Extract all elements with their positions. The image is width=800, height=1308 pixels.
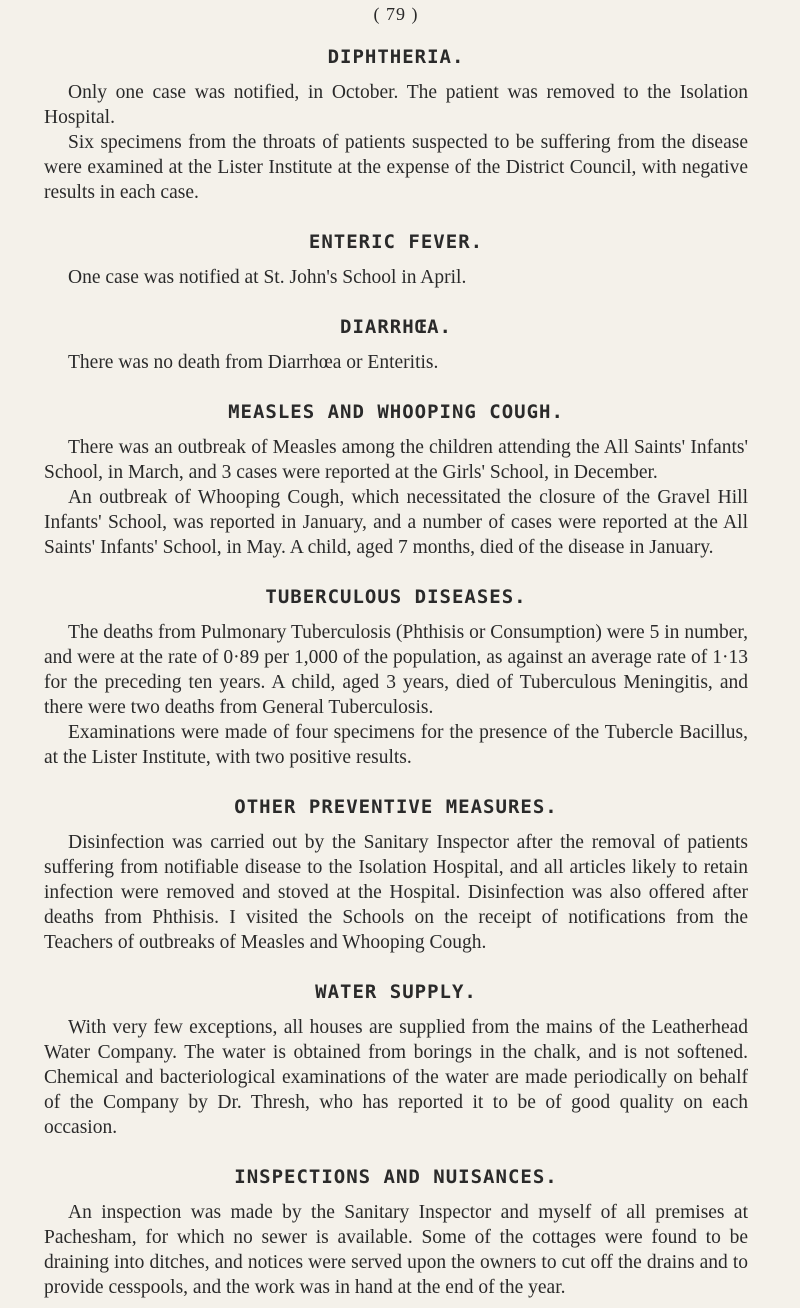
paragraph: The deaths from Pulmonary Tuberculosis (Phthisis or Consumption) were 5 in number, and were at the rate of 0·89 per 1,000 of the population, as against an average rate of 1·13 for the preceding ten years. A child, aged 3 years, died of Tuberculous Meningitis, and there were two deaths from General Tuberculosis. [44, 622, 748, 718]
paragraph: There was an outbreak of Measles among the children attending the All Saints' Infants' School, in March, and 3 cases were reported at the Girls' School, in December. [44, 437, 748, 483]
paragraph: Disinfection was carried out by the Sanitary Inspector after the removal of patients suffering from notifiable disease to the Isolation Hospital, and all articles likely to retain infection were removed and stoved at the Hospital. Disinfection was also offered after deaths from Phthisis. I visited the Schools on the receipt of notifications from the Teachers of outbreaks of Measles and Whooping Cough. [44, 832, 748, 953]
paragraph: There was no death from Diarrhœa or Enteritis. [68, 352, 439, 373]
heading-other-preventive-measures: OTHER PREVENTIVE MEASURES. [234, 796, 558, 818]
page-number: ( 79 ) [373, 4, 419, 24]
heading-enteric-fever: ENTERIC FEVER. [308, 231, 484, 253]
heading-measles-whooping-cough: MEASLES AND WHOOPING COUGH. [228, 401, 564, 423]
heading-tuberculous-diseases: TUBERCULOUS DISEASES. [265, 586, 527, 608]
paragraph: One case was notified at St. John's School in April. [68, 267, 467, 288]
heading-inspections-nuisances: INSPECTIONS AND NUISANCES. [234, 1166, 558, 1188]
heading-diphtheria: DIPHTHERIA. [327, 46, 465, 68]
paragraph: Six specimens from the throats of patients suspected to be suffering from the disease were examined at the Lister Institute at the expense of the District Council, with negative results in each case. [44, 132, 748, 203]
heading-diarrhoea: DIARRHŒA. [340, 316, 452, 338]
paragraph: Examinations were made of four specimens for the presence of the Tubercle Bacillus, at the Lister Institute, with two positive results. [44, 722, 748, 768]
paragraph: Only one case was notified, in October. The patient was removed to the Isolation Hospital. [44, 82, 748, 128]
paragraph: An inspection was made by the Sanitary Inspector and myself of all premises at Pachesham, for which no sewer is available. Some of the cottages were found to be draining into ditches, and notices were served upon the owners to cut off the drains and to provide cesspools, and the work was in hand at the end of the year. [44, 1202, 748, 1298]
paragraph: An outbreak of Whooping Cough, which necessitated the closure of the Gravel Hill Infants' School, was reported in January, and a number of cases were reported at the All Saints' Infants' School, in May. A child, aged 7 months, died of the disease in January. [44, 487, 748, 558]
heading-water-supply: WATER SUPPLY. [315, 981, 477, 1003]
paragraph: With very few exceptions, all houses are supplied from the mains of the Leatherhead Water Company. The water is obtained from borings in the chalk, and is not softened. Chemical and bacteriological examinations of the water are made periodically on behalf of the Company by Dr. Thresh, who has reported it to be of good quality on each occasion. [44, 1017, 748, 1138]
